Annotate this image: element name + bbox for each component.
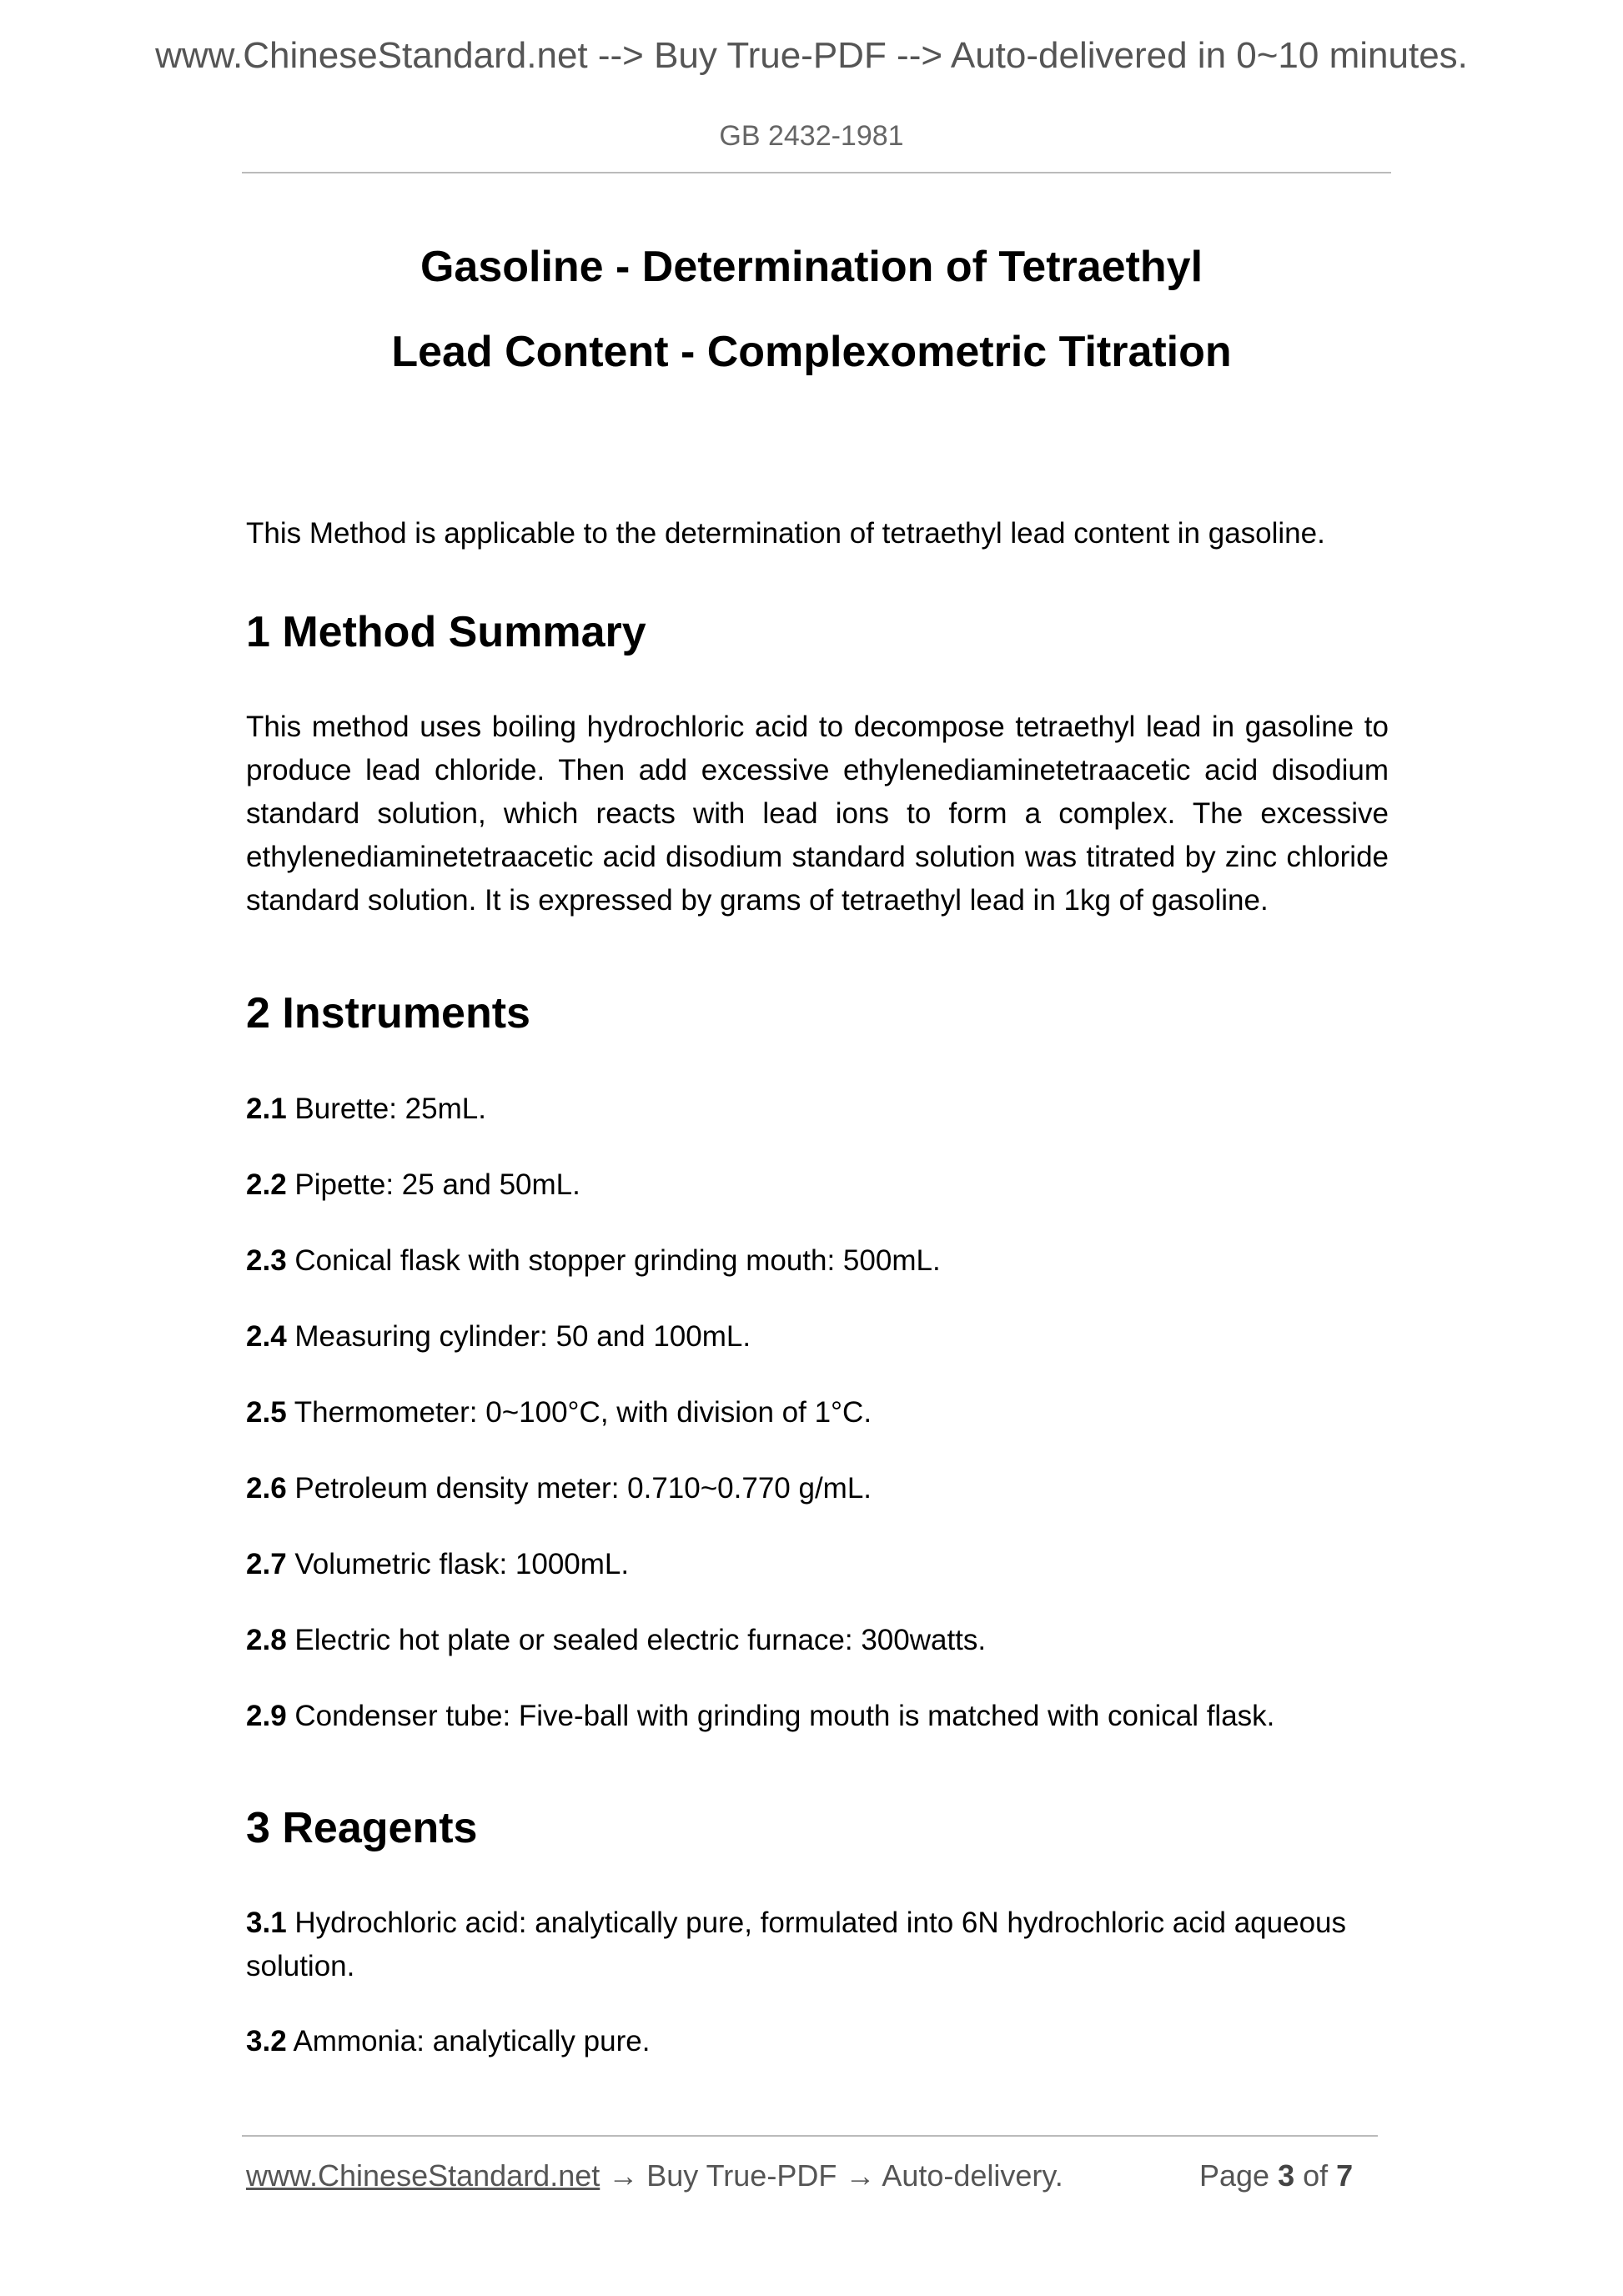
item-text: Conical flask with stopper grinding mouth: 500mL. bbox=[286, 1244, 941, 1277]
item-number: 3.1 bbox=[246, 1907, 287, 1939]
footer-divider bbox=[242, 2135, 1378, 2137]
item-text: Electric hot plate or sealed electric furnace: 300watts. bbox=[286, 1624, 987, 1656]
item-number: 2.9 bbox=[246, 1700, 287, 1732]
item-number: 3.2 bbox=[246, 2025, 287, 2057]
list-item bbox=[246, 1391, 1389, 1434]
standard-code: GB 2432-1981 bbox=[719, 120, 904, 152]
item-text: Thermometer: 0~100°C, with division of 1°C. bbox=[286, 1396, 872, 1429]
list-item bbox=[246, 1902, 1389, 1988]
item-text: Pipette: 25 and 50mL. bbox=[286, 1168, 580, 1201]
section-heading-method-summary: 1 Method Summary bbox=[246, 608, 646, 656]
item-text: Burette: 25mL. bbox=[286, 1093, 486, 1125]
method-summary-paragraph: This method uses boiling hydrochloric acid to decompose tetraethyl lead in gasoline to produce lead chloride. Then add excessive ethylenediaminetetraacetic acid disodium standard solution, which reacts with lead ions to form a complex. The excessive ethylenediaminetetraacetic acid disodium standard solution was titrated by zinc chloride standard solution. It is expressed by grams of tetraethyl lead in 1kg of gasoline. bbox=[246, 711, 1389, 917]
item-text: Petroleum density meter: 0.710~0.770 g/mL. bbox=[286, 1472, 872, 1505]
section-heading-reagents: 3 Reagents bbox=[246, 1804, 478, 1852]
list-item bbox=[246, 1543, 1389, 1586]
list-item bbox=[246, 1239, 1389, 1283]
list-item bbox=[246, 1695, 1389, 1738]
footer-website-link[interactable]: www.ChineseStandard.net bbox=[246, 2158, 600, 2193]
item-text: Ammonia: analytically pure. bbox=[286, 2025, 651, 2057]
item-number: 2.5 bbox=[246, 1396, 287, 1429]
page-label: Page bbox=[1199, 2158, 1279, 2193]
item-number: 2.3 bbox=[246, 1244, 287, 1277]
list-item bbox=[246, 1088, 1389, 1131]
footer-left bbox=[246, 2158, 1063, 2193]
item-text: Volumetric flask: 1000mL. bbox=[286, 1548, 630, 1580]
list-item bbox=[246, 1467, 1389, 1510]
intro-paragraph: This Method is applicable to the determination of tetraethyl lead content in gasoline. bbox=[246, 517, 1325, 550]
item-number: 2.1 bbox=[246, 1093, 287, 1125]
current-page-number: 3 bbox=[1278, 2158, 1295, 2193]
footer-tagline: → Buy True-PDF → Auto-delivery. bbox=[600, 2158, 1063, 2193]
header-divider bbox=[242, 172, 1391, 173]
item-number: 2.2 bbox=[246, 1168, 287, 1201]
list-item bbox=[246, 1315, 1389, 1359]
document-title-line2: Lead Content - Complexometric Titration bbox=[391, 328, 1232, 376]
section-heading-instruments: 2 Instruments bbox=[246, 989, 530, 1037]
item-text: Measuring cylinder: 50 and 100mL. bbox=[286, 1320, 751, 1353]
total-pages-number: 7 bbox=[1336, 2158, 1354, 2193]
of-label: of bbox=[1294, 2158, 1337, 2193]
document-title-line1: Gasoline - Determination of Tetraethyl bbox=[420, 243, 1203, 291]
page-indicator bbox=[1199, 2158, 1353, 2193]
list-item bbox=[246, 1619, 1389, 1662]
top-banner: www.ChineseStandard.net --> Buy True-PDF --> Auto-delivered in 0~10 minutes. bbox=[155, 35, 1468, 76]
item-number: 2.4 bbox=[246, 1320, 287, 1353]
item-number: 2.8 bbox=[246, 1624, 287, 1656]
list-item bbox=[246, 1163, 1389, 1207]
item-number: 2.7 bbox=[246, 1548, 287, 1580]
item-text: Condenser tube: Five-ball with grinding mouth is matched with conical flask. bbox=[286, 1700, 1275, 1732]
item-text: Hydrochloric acid: analytically pure, formulated into 6N hydrochloric acid aqueous solution. bbox=[246, 1907, 1347, 1982]
item-number: 2.6 bbox=[246, 1472, 287, 1505]
list-item bbox=[246, 2020, 1389, 2063]
